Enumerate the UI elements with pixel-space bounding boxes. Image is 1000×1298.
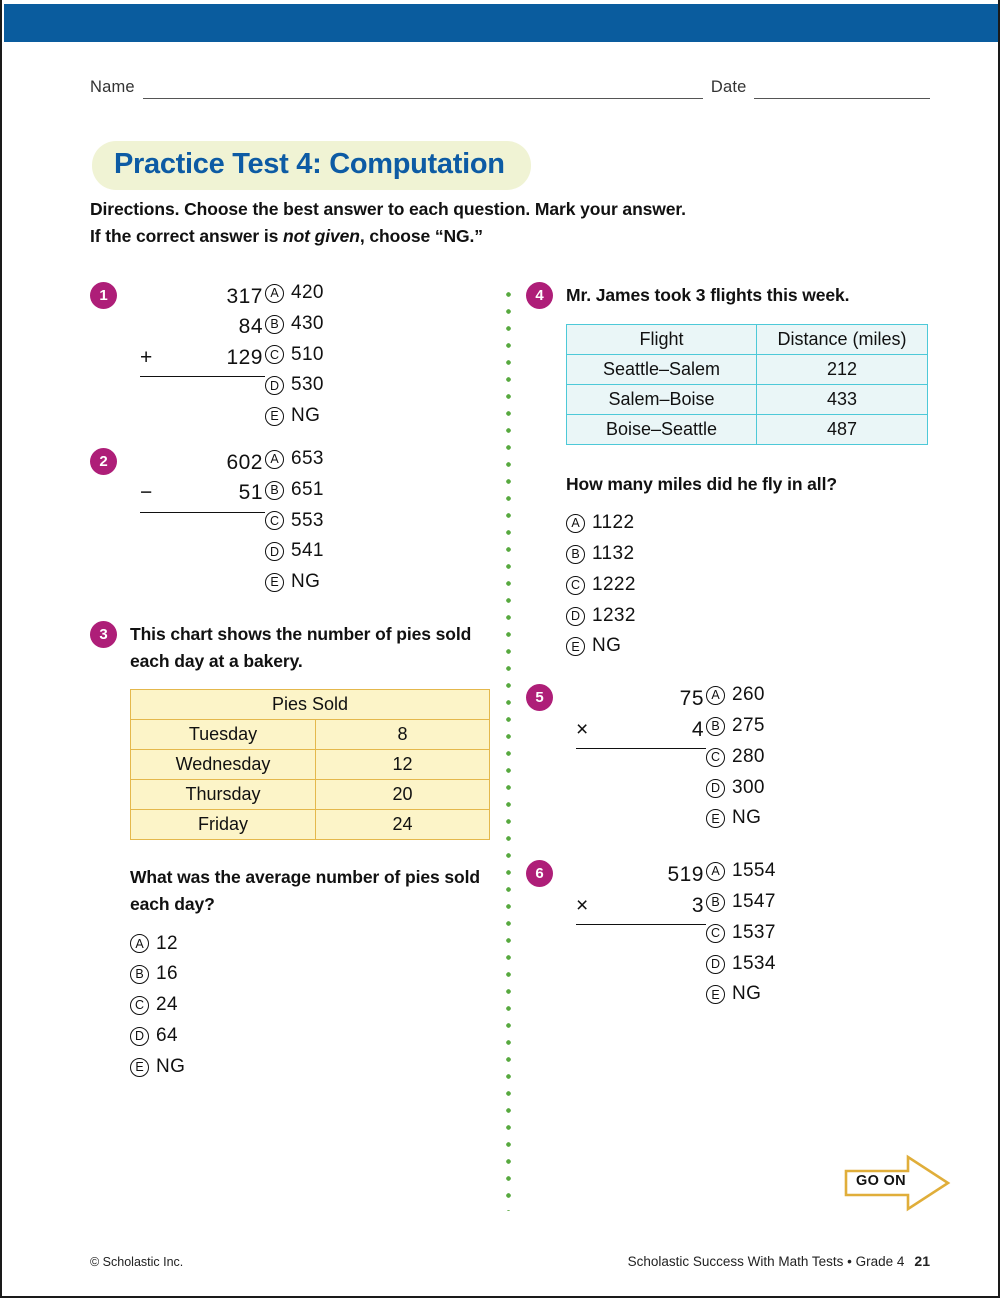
bubble-c[interactable]: C — [566, 576, 585, 595]
bubble-e[interactable]: E — [265, 407, 284, 426]
choice-5-d[interactable] — [706, 777, 765, 800]
choice-5-c[interactable] — [706, 746, 765, 769]
bubble-d[interactable]: D — [130, 1027, 149, 1046]
choices-5 — [706, 684, 765, 838]
table-header-row — [131, 690, 490, 720]
page-number: 21 — [914, 1253, 930, 1269]
choice-5-b[interactable] — [706, 715, 765, 738]
question-5 — [526, 684, 936, 860]
addend-2: 84 — [238, 315, 263, 339]
choices-6 — [706, 860, 776, 1014]
table-row — [131, 780, 490, 810]
directions-line1: Choose the best answer to each question. Mark your answer. — [179, 199, 686, 219]
row-label: Wednesday — [131, 750, 316, 780]
bubble-a[interactable]: A — [130, 934, 149, 953]
choice-text: NG — [156, 1055, 186, 1077]
choice-6-a[interactable] — [706, 860, 776, 883]
factor-2: 3 — [691, 893, 704, 917]
footer-source: Scholastic Success With Math Tests • Grade 4 — [627, 1254, 905, 1269]
page-title: Practice Test 4: Computation — [114, 148, 505, 180]
bubble-a[interactable]: A — [265, 450, 284, 469]
question-1 — [90, 282, 490, 448]
row-value: 433 — [757, 385, 928, 415]
table-row — [131, 750, 490, 780]
table-row — [567, 385, 928, 415]
choice-text: 530 — [291, 374, 324, 396]
footer-source-group — [628, 1253, 930, 1269]
date-label: Date — [710, 78, 747, 96]
table-row — [131, 720, 490, 750]
choice-3-d[interactable] — [130, 1025, 490, 1048]
row-value: 12 — [316, 750, 490, 780]
choice-text: NG — [732, 807, 762, 829]
pies-table-title: Pies Sold — [131, 690, 490, 720]
flight-col-header: Flight — [567, 325, 757, 355]
choice-text: 275 — [732, 715, 765, 737]
arithmetic-problem-6 — [576, 860, 706, 925]
arithmetic-problem-1 — [140, 282, 265, 377]
factor-2-row — [576, 715, 706, 749]
choice-text: 280 — [732, 745, 765, 767]
choice-1-a[interactable] — [265, 282, 324, 305]
choice-text: 1547 — [732, 891, 776, 913]
date-input-line[interactable] — [754, 81, 930, 99]
choice-text: 16 — [156, 963, 178, 985]
choice-text: 541 — [291, 540, 324, 562]
question-number-badge: 4 — [526, 282, 553, 309]
title-banner — [92, 141, 531, 190]
choice-1-b[interactable] — [265, 313, 324, 336]
row-label: Friday — [131, 810, 316, 840]
choice-text: 24 — [156, 994, 178, 1016]
bubble-b[interactable]: B — [706, 893, 725, 912]
choice-text: NG — [291, 405, 321, 427]
flight-distance-table — [566, 324, 928, 445]
arithmetic-problem-2 — [140, 448, 265, 513]
row-value: 487 — [757, 415, 928, 445]
choice-6-d[interactable] — [706, 953, 776, 976]
bubble-c[interactable]: C — [265, 345, 284, 364]
bubble-d[interactable]: D — [706, 955, 725, 974]
copyright-text: © Scholastic Inc. — [90, 1255, 184, 1269]
directions-line2-b: , choose “NG.” — [359, 226, 483, 247]
minuend: 602 — [226, 451, 263, 474]
row-label: Tuesday — [131, 720, 316, 750]
bubble-e[interactable]: E — [706, 985, 725, 1004]
bubble-c[interactable]: C — [265, 511, 284, 530]
directions-lead: Directions. — [90, 199, 180, 219]
row-label: Seattle–Salem — [567, 355, 757, 385]
addend-1: 317 — [226, 285, 263, 308]
choice-text: NG — [592, 635, 622, 657]
choice-text: 1534 — [732, 952, 776, 974]
choice-text: 553 — [291, 509, 324, 531]
subtrahend: 51 — [238, 481, 263, 505]
question-number-badge: 6 — [526, 860, 553, 887]
choices-4 — [566, 512, 936, 658]
table-row — [567, 355, 928, 385]
question-number-badge: 3 — [90, 621, 117, 648]
row-value: 24 — [316, 810, 490, 840]
bubble-a[interactable]: A — [706, 862, 725, 881]
operator-times-icon: × — [576, 893, 589, 917]
choice-text: NG — [732, 983, 762, 1005]
choice-2-d[interactable] — [265, 540, 324, 563]
choice-text: 1232 — [592, 604, 636, 626]
choice-text: 260 — [732, 684, 765, 706]
question-3-stem: This chart shows the number of pies sold each day at a bakery. — [130, 624, 472, 672]
bubble-d[interactable]: D — [265, 542, 284, 561]
choice-text: 64 — [156, 1024, 178, 1046]
row-label: Thursday — [131, 780, 316, 810]
choice-6-b[interactable] — [706, 891, 776, 914]
question-4 — [526, 282, 936, 658]
factor-1: 75 — [679, 687, 704, 711]
choice-3-c[interactable] — [130, 994, 490, 1017]
factor-2: 4 — [691, 717, 704, 741]
factor-1: 519 — [667, 863, 704, 887]
bubble-e[interactable]: E — [265, 573, 284, 592]
choice-5-e[interactable] — [706, 807, 765, 830]
arithmetic-problem-5 — [576, 684, 706, 749]
choice-1-c[interactable] — [265, 344, 324, 367]
subtrahend-row — [140, 478, 265, 512]
operator-plus-icon: + — [140, 345, 153, 369]
left-column — [90, 282, 490, 1086]
question-3 — [90, 621, 490, 1078]
column-divider — [506, 286, 511, 1211]
operator-minus-icon: − — [140, 481, 153, 505]
go-on-label: GO ON — [856, 1173, 906, 1189]
row-value: 212 — [757, 355, 928, 385]
choice-3-e[interactable] — [130, 1056, 490, 1079]
directions-line2-a: If the correct answer is — [90, 226, 283, 247]
bubble-d[interactable]: D — [566, 607, 585, 626]
operator-times-icon: × — [576, 717, 589, 741]
bubble-b[interactable]: B — [265, 315, 284, 334]
choice-1-d[interactable] — [265, 374, 324, 397]
choice-4-b[interactable] — [566, 543, 936, 566]
choice-5-a[interactable] — [706, 684, 765, 707]
bubble-c[interactable]: C — [706, 924, 725, 943]
pies-sold-table — [130, 689, 490, 840]
bubble-b[interactable]: B — [130, 965, 149, 984]
question-4-stem: Mr. James took 3 flights this week. — [566, 285, 850, 305]
choice-6-e[interactable] — [706, 983, 776, 1006]
question-4-prompt: How many miles did he fly in all? — [566, 474, 837, 495]
choice-text: 1132 — [592, 543, 635, 565]
row-label: Boise–Seattle — [567, 415, 757, 445]
choice-3-b[interactable] — [130, 963, 490, 986]
bubble-e[interactable]: E — [706, 809, 725, 828]
choice-text: 420 — [291, 282, 324, 303]
distance-col-header: Distance (miles) — [757, 325, 928, 355]
choice-text: 1537 — [732, 921, 776, 943]
question-3-prompt: What was the average number of pies sold each day? — [130, 867, 480, 915]
table-header-row — [567, 325, 928, 355]
choice-4-e[interactable] — [566, 635, 936, 658]
choices-3 — [130, 933, 490, 1079]
bubble-b[interactable]: B — [566, 545, 585, 564]
directions-text — [90, 196, 810, 250]
choice-2-e[interactable] — [265, 571, 324, 594]
addend-3: 129 — [226, 345, 263, 369]
choices-1 — [265, 282, 324, 436]
name-date-row — [90, 78, 930, 99]
question-6 — [526, 860, 936, 1014]
choice-text: 300 — [732, 776, 765, 798]
question-number-badge: 5 — [526, 684, 553, 711]
bubble-a[interactable]: A — [566, 514, 585, 533]
question-number-badge: 1 — [90, 282, 117, 309]
choices-2 — [265, 448, 324, 602]
choice-text: 653 — [291, 448, 324, 469]
choice-1-e[interactable] — [265, 405, 324, 428]
bubble-b[interactable]: B — [265, 481, 284, 500]
question-2 — [90, 448, 490, 621]
bubble-c[interactable]: C — [130, 996, 149, 1015]
name-input-line[interactable] — [143, 81, 703, 99]
choice-4-d[interactable] — [566, 605, 936, 628]
choice-4-a[interactable] — [566, 512, 936, 535]
addend-3-row — [140, 343, 265, 377]
choice-text: 12 — [156, 932, 178, 954]
choice-2-c[interactable] — [265, 510, 324, 533]
choice-text: NG — [291, 571, 321, 593]
bubble-a[interactable]: A — [265, 284, 284, 303]
choice-text: 1222 — [592, 573, 636, 595]
choice-text: 1554 — [732, 860, 776, 882]
choice-text: 510 — [291, 343, 324, 365]
choice-3-a[interactable] — [130, 933, 490, 956]
bubble-e[interactable]: E — [566, 637, 585, 656]
choice-4-c[interactable] — [566, 574, 936, 597]
name-label: Name — [90, 78, 135, 96]
row-label: Salem–Boise — [567, 385, 757, 415]
question-number-badge: 2 — [90, 448, 117, 475]
go-on-arrow — [842, 1152, 952, 1214]
choice-6-c[interactable] — [706, 922, 776, 945]
bubble-e[interactable]: E — [130, 1058, 149, 1077]
row-value: 20 — [316, 780, 490, 810]
table-row — [567, 415, 928, 445]
bubble-d[interactable]: D — [265, 376, 284, 395]
table-row — [131, 810, 490, 840]
bubble-b[interactable]: B — [706, 717, 725, 736]
top-banner-bar — [4, 4, 1000, 42]
choice-text: 1122 — [592, 512, 635, 534]
choice-2-a[interactable] — [265, 448, 324, 471]
row-value: 8 — [316, 720, 490, 750]
directions-emphasis: not given — [283, 226, 360, 247]
choice-2-b[interactable] — [265, 479, 324, 502]
factor-2-row — [576, 891, 706, 925]
page-footer — [90, 1253, 930, 1269]
bubble-a[interactable]: A — [706, 686, 725, 705]
bubble-c[interactable]: C — [706, 748, 725, 767]
bubble-d[interactable]: D — [706, 779, 725, 798]
choice-text: 651 — [291, 478, 324, 500]
choice-text: 430 — [291, 312, 324, 334]
right-column — [526, 282, 936, 1014]
